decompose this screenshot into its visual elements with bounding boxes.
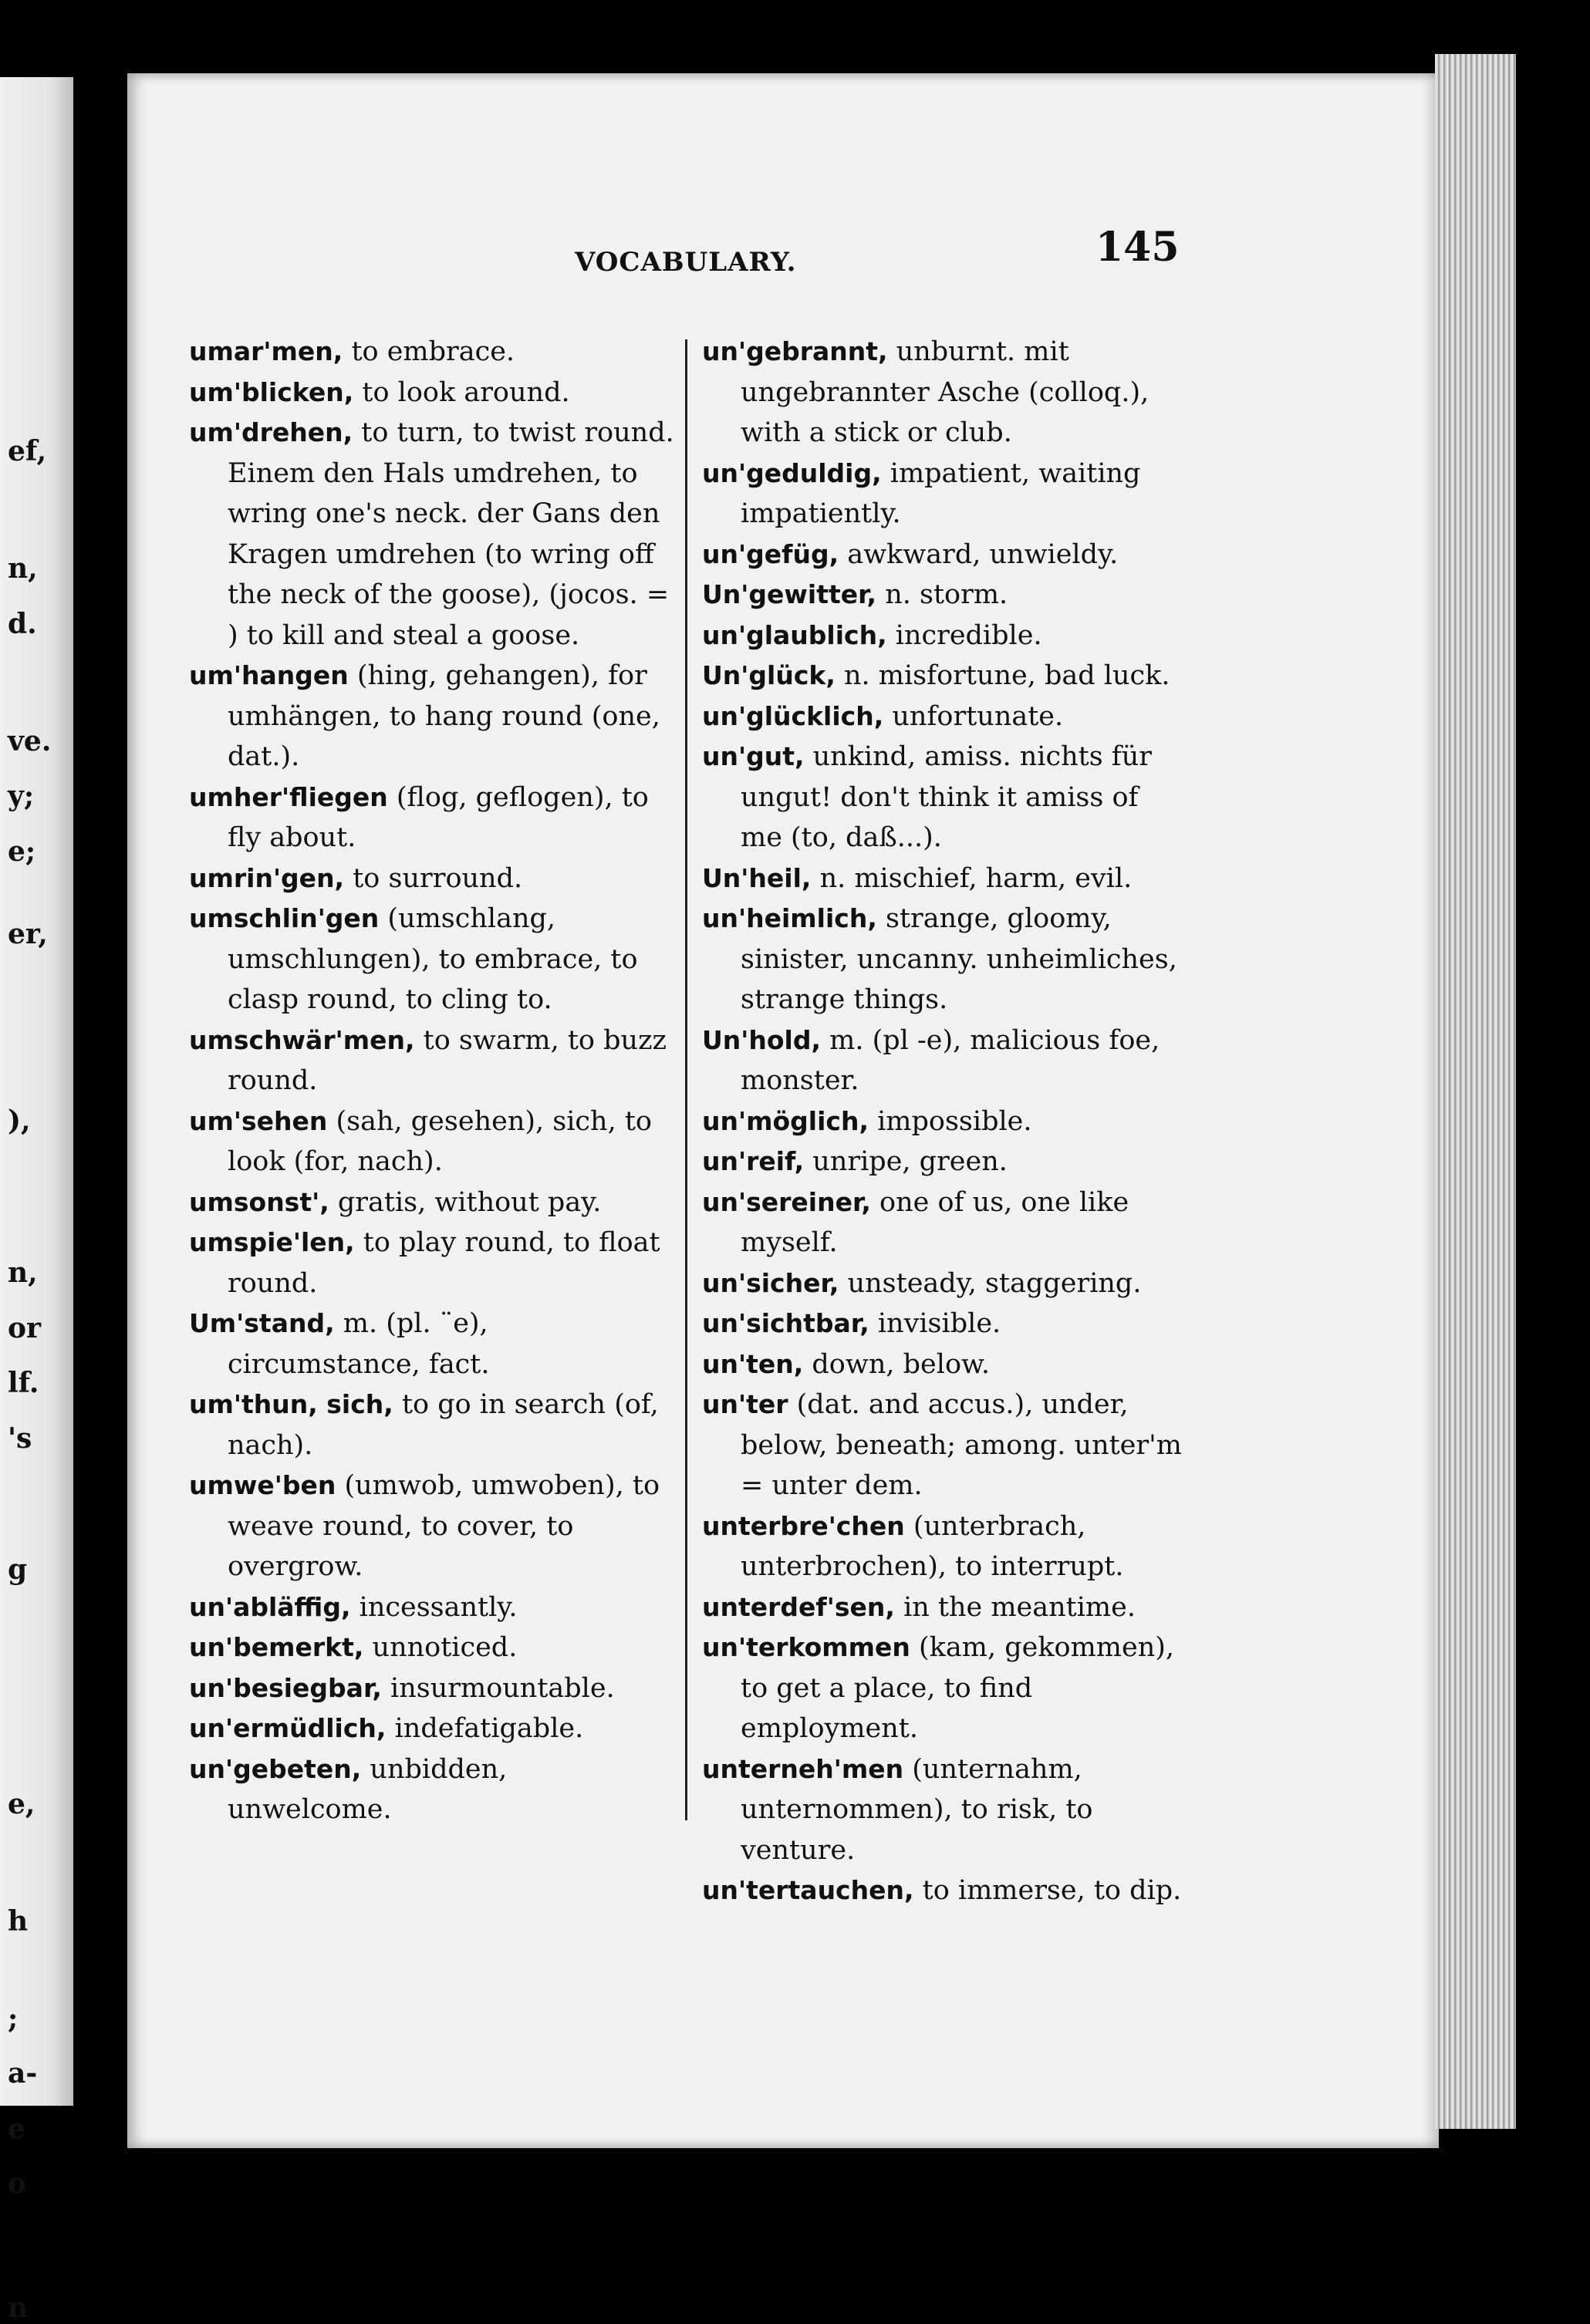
vocab-entry xyxy=(702,1870,1188,1911)
headword: un'ter xyxy=(702,1389,788,1419)
vocab-entry xyxy=(702,1101,1188,1142)
vocab-entry xyxy=(702,1506,1188,1587)
vocab-entry xyxy=(189,858,675,899)
right-column xyxy=(702,332,1188,1911)
vocab-entry xyxy=(702,899,1188,1020)
left-column xyxy=(189,332,675,1830)
definition: unfortunate. xyxy=(883,700,1064,732)
vocab-entry xyxy=(189,1304,675,1385)
headword: Un'gewitter, xyxy=(702,579,877,609)
headword: un'ten, xyxy=(702,1348,804,1379)
vocab-entry xyxy=(189,1385,675,1466)
definition: awkward, unwieldy. xyxy=(839,538,1119,570)
vocab-entry xyxy=(189,1223,675,1304)
definition: incredible. xyxy=(886,619,1042,651)
headword: un'abläffig, xyxy=(189,1591,351,1622)
vocab-entry xyxy=(189,1708,675,1749)
headword: unterneh'men xyxy=(702,1753,904,1784)
headword: un'gefüg, xyxy=(702,538,839,569)
headword: Un'glück, xyxy=(702,660,836,690)
headword: un'sichtbar, xyxy=(702,1308,869,1338)
left-page-fragment: 's xyxy=(8,1422,32,1455)
definition: (sah, gesehen), sich, to look (for, nach). xyxy=(228,1105,652,1177)
vocab-entry xyxy=(189,777,675,858)
left-page-fragment: g xyxy=(8,1553,28,1586)
vocab-entry xyxy=(189,1020,675,1101)
vocab-entry xyxy=(702,737,1188,858)
vocab-entry xyxy=(189,1587,675,1628)
headword: un'heimlich, xyxy=(702,903,877,933)
vocab-entry xyxy=(702,616,1188,656)
vocab-entry xyxy=(702,454,1188,535)
left-page-fragment: a- xyxy=(8,2057,38,2090)
vocab-entry xyxy=(702,1142,1188,1182)
definition: to go in search (of, nach). xyxy=(228,1389,659,1461)
headword: um'blicken, xyxy=(189,376,354,407)
headword: umschlin'gen xyxy=(189,903,380,933)
vocab-entry xyxy=(702,1263,1188,1304)
definition: unbidden, unwelcome. xyxy=(228,1753,508,1825)
definition: (hing, gehangen), for umhängen, to hang round (one, dat.). xyxy=(228,660,660,772)
vocab-entry xyxy=(702,332,1188,454)
left-page-fragment: n xyxy=(8,2292,29,2324)
vocab-entry xyxy=(189,899,675,1020)
page-number: 145 xyxy=(1095,224,1180,271)
vocab-entry xyxy=(189,656,675,777)
vocab-entry xyxy=(189,1182,675,1223)
headword: un'sicher, xyxy=(702,1267,839,1298)
vocab-entry xyxy=(189,1627,675,1668)
definition: (kam, gekommen), to get a place, to find employment. xyxy=(741,1632,1175,1744)
definition: in the meantime. xyxy=(894,1591,1136,1623)
definition: down, below. xyxy=(803,1348,990,1380)
definition: n. storm. xyxy=(876,579,1008,610)
headword: um'sehen xyxy=(189,1105,328,1136)
headword: un'glücklich, xyxy=(702,700,884,731)
definition: to look around. xyxy=(353,376,570,408)
headword: umher'fliegen xyxy=(189,781,388,812)
headword: umar'men, xyxy=(189,336,343,366)
definition: to immerse, to dip. xyxy=(913,1875,1182,1906)
headword: un'besiegbar, xyxy=(189,1672,382,1703)
definition: to turn, to twist round. Einem den Hals umdrehen, to wring one's neck. der Gans den Kragen umdrehen (to wring off the neck of the goose), (jocos. = ) to kill and steal a goose. xyxy=(228,417,674,651)
definition: unnoticed. xyxy=(363,1632,518,1663)
vocab-entry xyxy=(189,1101,675,1182)
definition: n. misfortune, bad luck. xyxy=(835,660,1170,691)
left-page-fragment: lf. xyxy=(8,1367,39,1400)
headword: umsonst', xyxy=(189,1186,329,1217)
left-page-fragment: e; xyxy=(8,835,36,868)
vocab-entry xyxy=(702,535,1188,575)
vocab-entry xyxy=(702,656,1188,697)
definition: (unterbrach, unterbrochen), to interrupt. xyxy=(741,1510,1124,1582)
definition: gratis, without pay. xyxy=(329,1186,602,1218)
headword: un'geduldig, xyxy=(702,457,882,488)
vocab-entry xyxy=(702,1344,1188,1385)
headword: Um'stand, xyxy=(189,1308,335,1338)
vocab-entry xyxy=(189,332,675,373)
left-page-fragment: e, xyxy=(8,1788,35,1821)
definition: unripe, green. xyxy=(804,1146,1008,1177)
definition: to play round, to float round. xyxy=(228,1227,660,1299)
definition: to embrace. xyxy=(343,336,515,367)
vocab-entry xyxy=(702,1749,1188,1871)
left-page-fragment: h xyxy=(8,1905,29,1938)
vocab-entry xyxy=(702,575,1188,616)
headword: um'drehen, xyxy=(189,417,353,447)
definition: unkind, amiss. nichts für ungut! don't think it amiss of me (to, daß...). xyxy=(741,741,1153,853)
vocab-entry xyxy=(702,1587,1188,1628)
headword: un'bemerkt, xyxy=(189,1632,364,1662)
vocab-entry xyxy=(189,373,675,413)
vocab-entry xyxy=(702,858,1188,899)
vocab-entry xyxy=(702,1385,1188,1506)
headword: un'sereiner, xyxy=(702,1186,871,1217)
headword: Un'heil, xyxy=(702,862,812,893)
definition: indefatigable. xyxy=(386,1713,584,1744)
headword: umschwär'men, xyxy=(189,1024,415,1055)
vocab-entry xyxy=(189,1466,675,1587)
left-page-fragment: y; xyxy=(8,780,35,813)
headword: un'gut, xyxy=(702,741,805,771)
left-page-fragment: n, xyxy=(8,1256,38,1289)
definition: (umwob, umwoben), to weave round, to cover, to overgrow. xyxy=(228,1470,660,1582)
left-page-fragment: e xyxy=(8,2112,25,2145)
vocab-entry xyxy=(702,1627,1188,1749)
headword: umrin'gen, xyxy=(189,862,345,893)
headword: unterdef'sen, xyxy=(702,1591,895,1622)
headword: un'tertauchen, xyxy=(702,1875,914,1905)
left-page-fragment: ; xyxy=(8,2002,19,2035)
left-page-fragment: o xyxy=(8,2167,27,2201)
headword: unterbre'chen xyxy=(702,1510,905,1541)
headword: umwe'ben xyxy=(189,1470,336,1500)
headword: um'thun, sich, xyxy=(189,1389,393,1419)
left-page-fragment: ve. xyxy=(8,724,52,757)
definition: to surround. xyxy=(344,862,523,894)
vocab-entry xyxy=(702,1304,1188,1344)
definition: incessantly. xyxy=(350,1591,518,1623)
left-page-edge xyxy=(0,77,73,2324)
page-edges xyxy=(1435,54,1516,2129)
left-page-fragment: ef, xyxy=(8,434,47,467)
column-rule xyxy=(685,339,687,1820)
left-page-fragment: d. xyxy=(8,607,37,640)
vocab-entry xyxy=(702,697,1188,737)
definition: insurmountable. xyxy=(381,1672,615,1704)
headword: un'gebeten, xyxy=(189,1753,362,1784)
definition: to swarm, to buzz round. xyxy=(228,1024,667,1096)
definition: unsteady, staggering. xyxy=(839,1267,1142,1299)
definition: m. (pl. ¨e), circumstance, fact. xyxy=(228,1308,490,1380)
vocab-entry xyxy=(702,1182,1188,1263)
definition: n. mischief, harm, evil. xyxy=(811,862,1133,894)
definition: one of us, one like myself. xyxy=(741,1186,1129,1258)
headword: um'hangen xyxy=(189,660,349,690)
definition: (unternahm, unternommen), to risk, to venture. xyxy=(741,1753,1093,1866)
headword: un'reif, xyxy=(702,1146,805,1176)
headword: un'terkommen xyxy=(702,1632,910,1662)
vocab-entry xyxy=(189,1749,675,1830)
headword: un'ermüdlich, xyxy=(189,1713,387,1743)
definition: unburnt. mit ungebrannter Asche (colloq.), with a stick or club. xyxy=(741,336,1149,448)
definition: (umschlang, umschlungen), to embrace, to clasp round, to cling to. xyxy=(228,903,638,1015)
headword: un'glaublich, xyxy=(702,619,887,650)
edge-shadow xyxy=(1516,46,1590,2165)
definition: impatient, waiting impatiently. xyxy=(741,457,1141,529)
running-header: VOCABULARY. xyxy=(575,247,797,278)
definition: strange, gloomy, sinister, uncanny. unheimliches, strange things. xyxy=(741,903,1177,1015)
headword: un'möglich, xyxy=(702,1105,869,1136)
left-page-fragment: or xyxy=(8,1311,41,1344)
left-page-fragment: n, xyxy=(8,552,38,585)
headword: Un'hold, xyxy=(702,1024,822,1055)
left-page-fragment: er, xyxy=(8,918,48,951)
definition: invisible. xyxy=(869,1308,1001,1339)
definition: (dat. and accus.), under, below, beneath; among. unter'm = unter dem. xyxy=(741,1389,1182,1501)
left-page-fragment: ), xyxy=(8,1105,31,1137)
vocab-entry xyxy=(702,1020,1188,1101)
headword: umspie'len, xyxy=(189,1227,355,1257)
headword: un'gebrannt, xyxy=(702,336,888,366)
vocab-entry xyxy=(189,413,675,656)
definition: impossible. xyxy=(868,1105,1032,1137)
definition: m. (pl -e), malicious foe, monster. xyxy=(741,1024,1160,1096)
vocab-entry xyxy=(189,1668,675,1709)
definition: (flog, geflogen), to fly about. xyxy=(228,781,649,853)
